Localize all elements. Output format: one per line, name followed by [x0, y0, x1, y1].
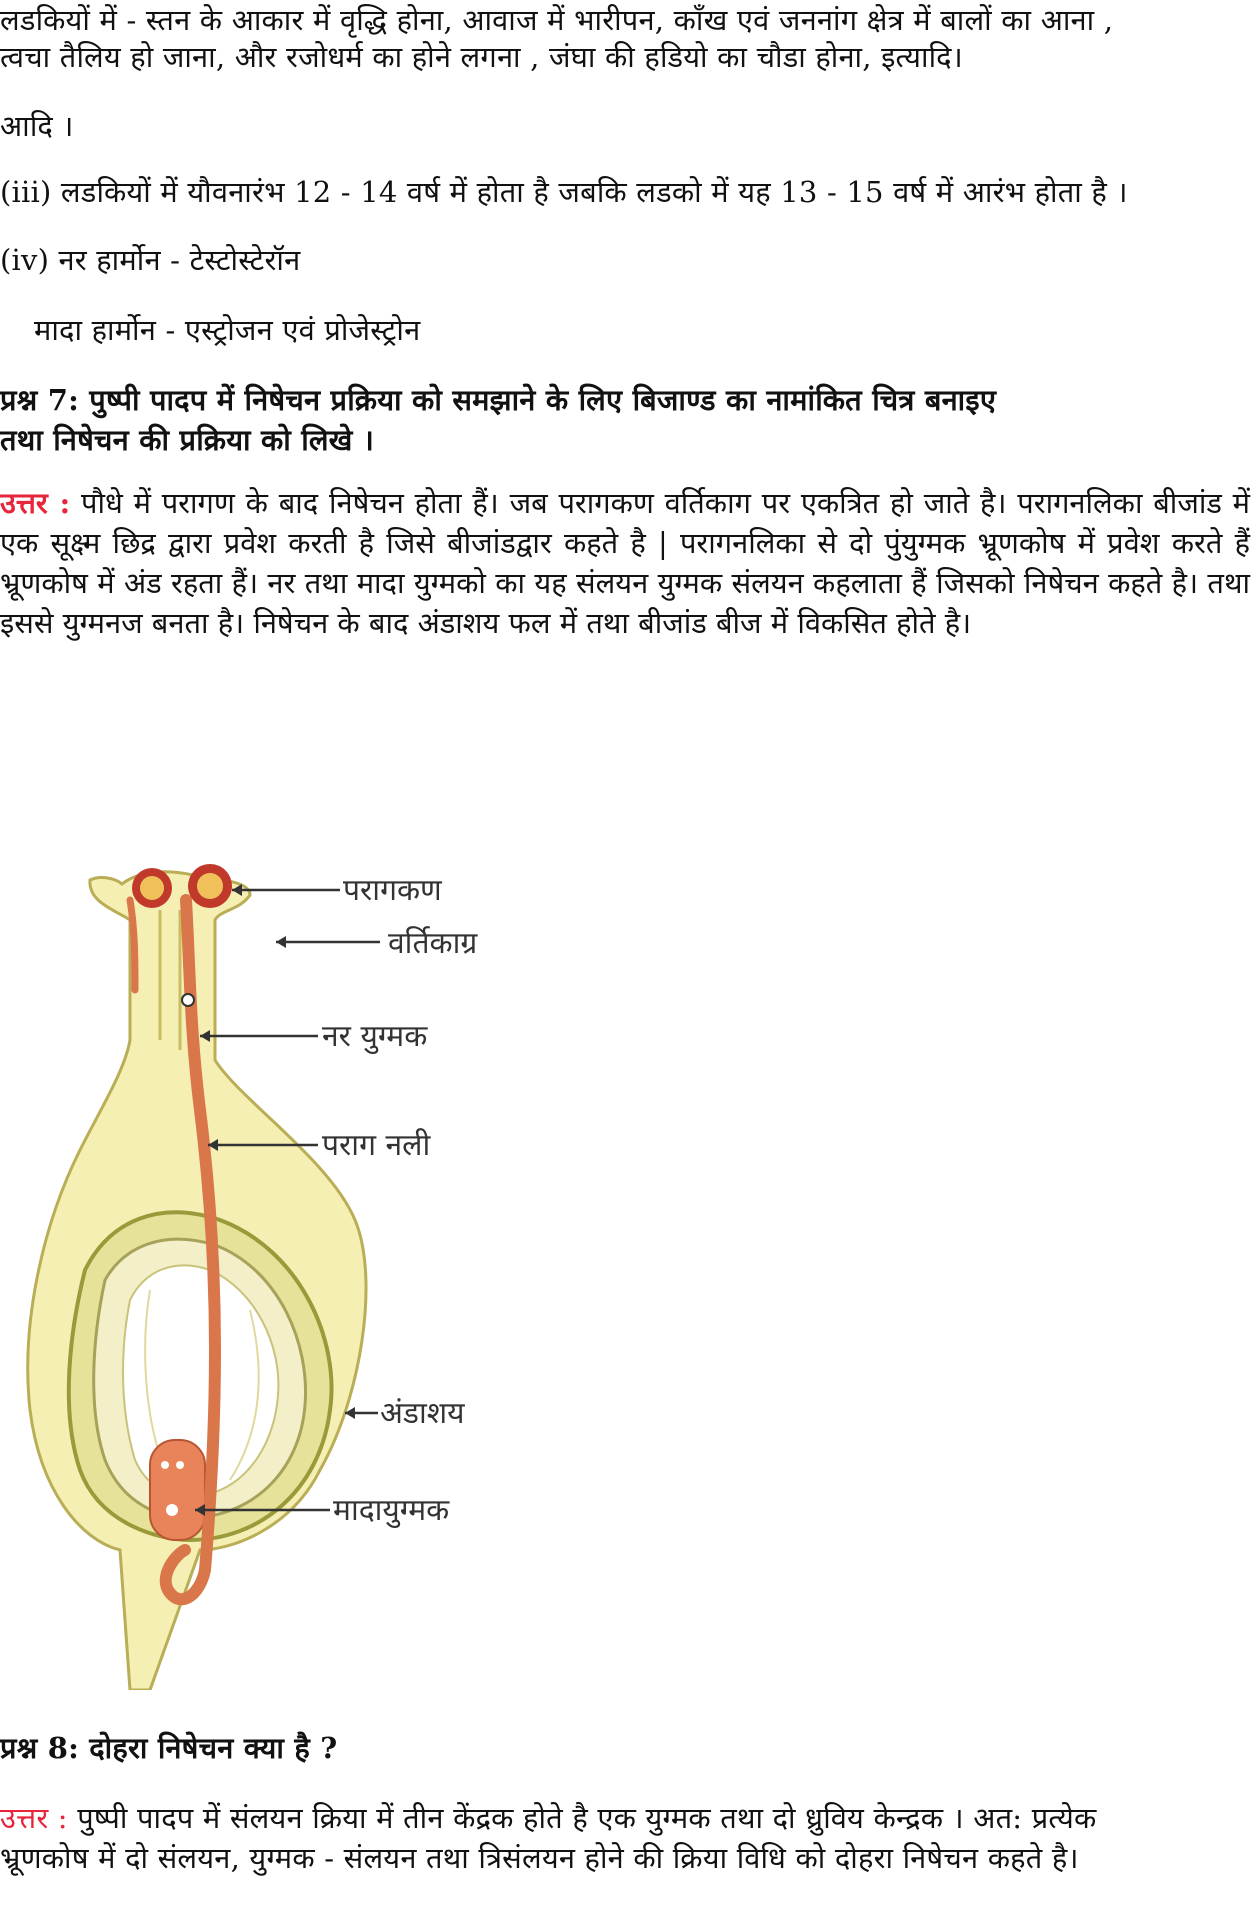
- q7-answer: [0, 483, 1250, 643]
- label-pollen: परागकण: [343, 873, 442, 908]
- q8-question: प्रश्न 8: दोहरा निषेचन क्या है ?: [0, 1731, 338, 1765]
- ovule-diagram: [0, 850, 560, 1690]
- pollen-grain: [188, 864, 232, 908]
- q7-question-line-2: तथा निषेचन की प्रक्रिया को लिखे ।: [0, 423, 375, 457]
- label-pollen-tube: पराग नली: [322, 1128, 431, 1163]
- q8-answer-line-2: भ्रूणकोष में दो संलयन, युग्मक - संलयन तथा त्रिसंलयन होने की क्रिया विधि को दोहरा निषेचन कहते है।: [0, 1841, 1079, 1875]
- q7-question-line-1: प्रश्न 7: पुष्पी पादप में निषेचन प्रक्रिया को समझाने के लिए बिजाण्ड का नामांकित चित्र बनाइए: [0, 383, 997, 417]
- male-gamete-dot: [182, 994, 194, 1006]
- intro-line-3: आदि ।: [0, 109, 74, 143]
- egg-cell: [150, 1440, 205, 1540]
- q8-answer-label: उत्तर :: [0, 1801, 68, 1835]
- q8-answer-line-1-text: पुष्पी पादप में संलयन क्रिया में तीन केंद्रक होते है एक युग्मक तथा दो ध्रुविय केन्द्रक । अत: प्रत्येक: [77, 1801, 1097, 1835]
- label-stigma: वर्तिकाग्र: [388, 926, 478, 961]
- intro-line-2: त्वचा तैलिय हो जाना, और रजोधर्म का होने लगना , जंघा की हडियो का चौडा होना, इत्यादि।: [0, 40, 963, 74]
- pollen-grain: [132, 868, 172, 908]
- label-male-gamete: नर युग्मक: [322, 1019, 428, 1054]
- q8-answer-line-1: [0, 1798, 1097, 1838]
- label-ovary: अंडाशय: [380, 1396, 465, 1431]
- label-female-gamete: मादायुग्मक: [333, 1493, 450, 1528]
- intro-item-iii: (iii) लडकियों में यौवनारंभ 12 - 14 वर्ष में होता है जबकि लडको में यह 13 - 15 वर्ष में आरंभ होता है ।: [0, 175, 1128, 209]
- q7-answer-label: उत्तर :: [0, 486, 71, 520]
- intro-item-iv-b: मादा हार्मोन - एस्ट्रोजन एवं प्रोजेस्ट्रोन: [34, 313, 421, 347]
- intro-item-iv: (iv) नर हार्मोन - टेस्टोस्टेरॉन: [0, 243, 301, 277]
- intro-line-1: लडकियों में - स्तन के आकार में वृद्धि होना, आवाज में भारीपन, काँख एवं जननांग क्षेत्र में बालों का आना ,: [0, 3, 1114, 37]
- q7-answer-text: पौधे में परागण के बाद निषेचन होता हैं। जब परागकण वर्तिकाग पर एकत्रित हो जाते है। परागनलिका बीजांड में एक सूक्ष्म छिद्र द्वारा प्रवेश करती है जिसे बीजांडद्वार कहते है | परागनलिका से दो पुंयुग्मक भ्रूणकोष में प्रवेश करते हैं भ्रूणकोष में अंड रहता हैं। नर तथा मादा युग्मको का यह संलयन युग्मक संलयन कहलाता हैं जिसको निषेचन कहते है। तथा इससे युग्मनज बनता है। निषेचन के बाद अंडाशय फल में तथा बीजांड बीज में विकसित होते है।: [0, 486, 1250, 640]
